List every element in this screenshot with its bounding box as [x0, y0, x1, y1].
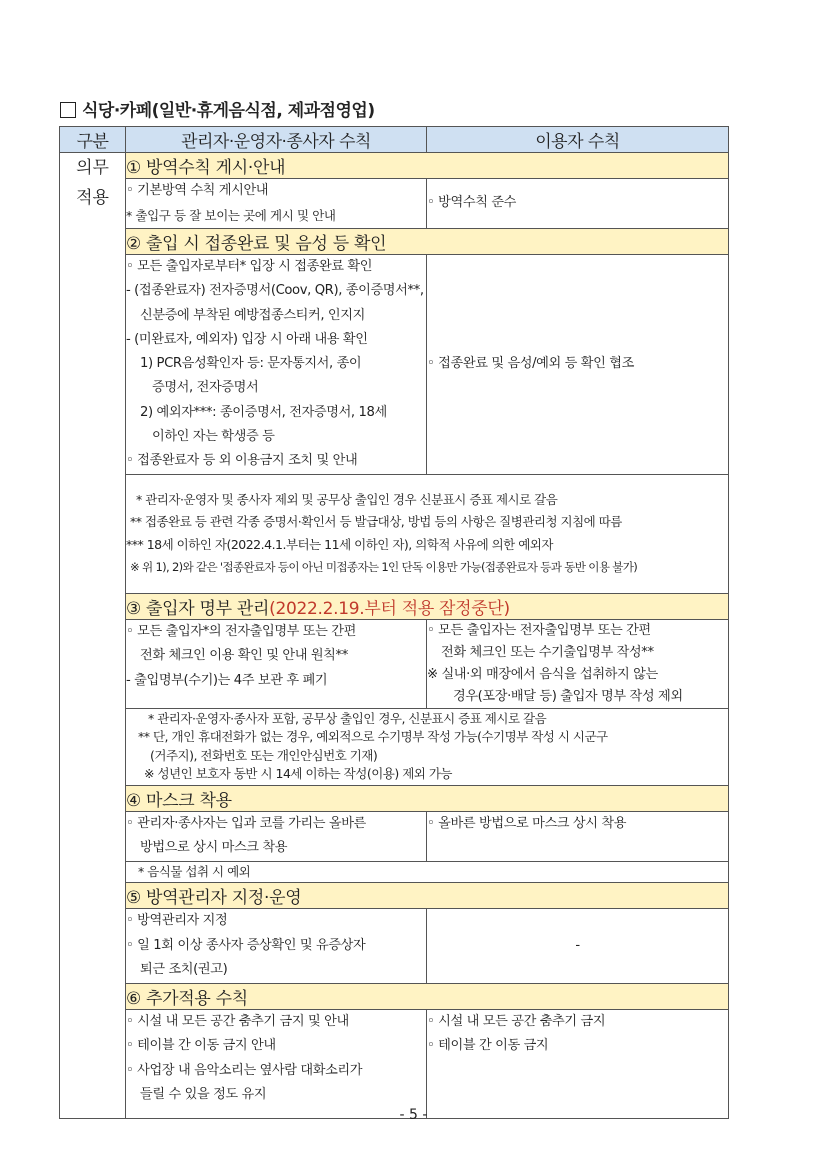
- section-6-heading: ⑥ 추가적용 수칙: [126, 983, 729, 1009]
- page-number: - 5 -: [399, 1107, 428, 1123]
- note-item: *** 18세 이하인 자(2022.4.1.부터는 11세 이하인 자), 의학적 사유에 의한 예외자: [126, 536, 553, 552]
- note-item: * 출입구 등 잘 보이는 곳에 게시 및 안내: [126, 207, 336, 223]
- category-line-1: 의무: [76, 158, 109, 178]
- category-cell: [60, 153, 126, 1119]
- list-item: 전화 체크인 또는 수기출입명부 작성**: [441, 644, 654, 660]
- category-line-2: 적용: [76, 188, 109, 208]
- section-1-manager-rules: [126, 179, 427, 229]
- list-item: 퇴근 조치(권고): [140, 962, 228, 978]
- section-6-manager-rules: [126, 1009, 427, 1118]
- list-item: 방법으로 상시 마스크 착용: [140, 840, 288, 856]
- section-3-heading: [126, 593, 729, 619]
- header-user-rules: 이용자 수칙: [427, 127, 729, 153]
- list-item: ◦ 모든 출입자로부터* 입장 시 접종완료 확인: [126, 259, 373, 274]
- list-item: ◦ 기본방역 수칙 게시안내: [126, 183, 269, 198]
- list-item: 전화 체크인 이용 확인 및 안내 원칙**: [140, 648, 348, 664]
- section-5-heading: ⑤ 방역관리자 지정·운영: [126, 883, 729, 909]
- list-item: - (미완료자, 예외자) 입장 시 아래 내용 확인: [126, 331, 368, 347]
- note-item: * 관리자·운영자 및 종사자 제외 및 공무상 출입인 경우 신분표시 증표 제시로 갈음: [136, 491, 558, 507]
- header-manager-rules: 관리자·운영자·종사자 수칙: [126, 127, 427, 153]
- list-item: ◦ 관리자·종사자는 입과 코를 가리는 올바른: [126, 815, 366, 831]
- section-2-user-rules: ◦ 접종완료 및 음성/예외 등 확인 협조: [427, 255, 729, 475]
- list-item: ◦ 모든 출입자*의 전자출입명부 또는 간편: [126, 623, 356, 639]
- section-3-heading-text: ③ 출입자 명부 관리: [126, 598, 270, 619]
- note-item: * 관리자·운영자·종사자 포함, 공무상 출입인 경우, 신분표시 증표 제시로 갈음: [148, 710, 547, 726]
- section-title: [60, 96, 375, 121]
- section-4-user-rules: ◦ 올바른 방법으로 마스크 상시 착용: [427, 811, 729, 861]
- list-item: ◦ 일 1회 이상 종사자 증상확인 및 유증상자: [126, 937, 366, 953]
- section-1-heading: ① 방역수칙 게시·안내: [126, 153, 729, 179]
- note-item: ** 접종완료 등 관련 각종 증명서·확인서 등 발급대상, 방법 등의 사항은 질병관리청 지침에 따름: [130, 514, 622, 530]
- list-item: ◦ 방역관리자 지정: [126, 913, 228, 929]
- list-item: ◦ 접종완료자 등 외 이용금지 조치 및 안내: [126, 453, 358, 469]
- rules-table: [59, 126, 729, 1119]
- section-3-user-rules: [427, 619, 729, 708]
- section-5-manager-rules: [126, 909, 427, 984]
- section-4-manager-rules: [126, 811, 427, 861]
- header-category: 구분: [60, 127, 126, 153]
- checkbox-square-icon: [60, 102, 76, 118]
- list-item: 경우(포장·배달 등) 출입자 명부 작성 제외: [453, 688, 683, 704]
- list-item: 신분증에 부착된 예방접종스티커, 인지지: [140, 307, 365, 323]
- section-3-suspended-notice: (2022.2.19.부터 적용 잠정중단): [269, 598, 510, 619]
- list-item: - 출입명부(수기)는 4주 보관 후 폐기: [126, 672, 328, 688]
- list-item: 이하인 자는 학생증 등: [152, 429, 275, 445]
- section-2-manager-rules: [126, 255, 427, 475]
- list-item: ※ 실내·외 매장에서 음식을 섭취하지 않는: [427, 666, 658, 682]
- list-item: 1) PCR음성확인자 등: 문자통지서, 종이: [140, 356, 362, 372]
- note-item: ** 단, 개인 휴대전화가 없는 경우, 예외적으로 수기명부 작성 가능(수기명부 작성 시 시군구: [138, 729, 608, 745]
- list-item: 들릴 수 있을 정도 유지: [140, 1087, 267, 1103]
- section-3-notes: [126, 708, 729, 785]
- list-item: 2) 예외자***: 종이증명서, 전자증명서, 18세: [140, 404, 387, 420]
- list-item: ◦ 모든 출입자는 전자출입명부 또는 간편: [427, 622, 651, 638]
- section-6-user-rules: [427, 1009, 729, 1118]
- section-2-heading: ② 출입 시 접종완료 및 음성 등 확인: [126, 229, 729, 255]
- note-item: ※ 성년인 보호자 동반 시 14세 이하는 작성(이용) 제외 가능: [144, 766, 452, 782]
- section-1-user-rules: ◦ 방역수칙 준수: [427, 179, 729, 229]
- list-item: ◦ 시설 내 모든 공간 춤추기 금지: [427, 1013, 606, 1029]
- list-item: 증명서, 전자증명서: [152, 380, 259, 396]
- list-item: ◦ 테이블 간 이동 금지 안내: [126, 1038, 276, 1054]
- list-item: ◦ 시설 내 모든 공간 춤추기 금지 및 안내: [126, 1013, 349, 1029]
- list-item: ◦ 테이블 간 이동 금지: [427, 1038, 549, 1054]
- list-item: - (접종완료자) 전자증명서(Coov, QR), 종이증명서**,: [126, 283, 424, 299]
- section-4-note: * 음식물 섭취 시 예외: [126, 861, 729, 883]
- section-5-user-rules: -: [427, 909, 729, 984]
- note-item: (거주지), 전화번호 또는 개인안심번호 기재): [150, 747, 378, 763]
- section-2-notes: [126, 474, 729, 593]
- note-item: ※ 위 1), 2)와 같은 '접종완료자 등이 아닌 미접종자는 1인 단독 이용만 가능(접종완료자 등과 동반 이용 불가): [130, 560, 638, 575]
- section-4-heading: ④ 마스크 착용: [126, 785, 729, 811]
- list-item: ◦ 사업장 내 음악소리는 옆사람 대화소리가: [126, 1062, 363, 1078]
- section-title-text: 식당·카페(일반·휴게음식점, 제과점영업): [82, 101, 375, 121]
- section-3-manager-rules: [126, 619, 427, 708]
